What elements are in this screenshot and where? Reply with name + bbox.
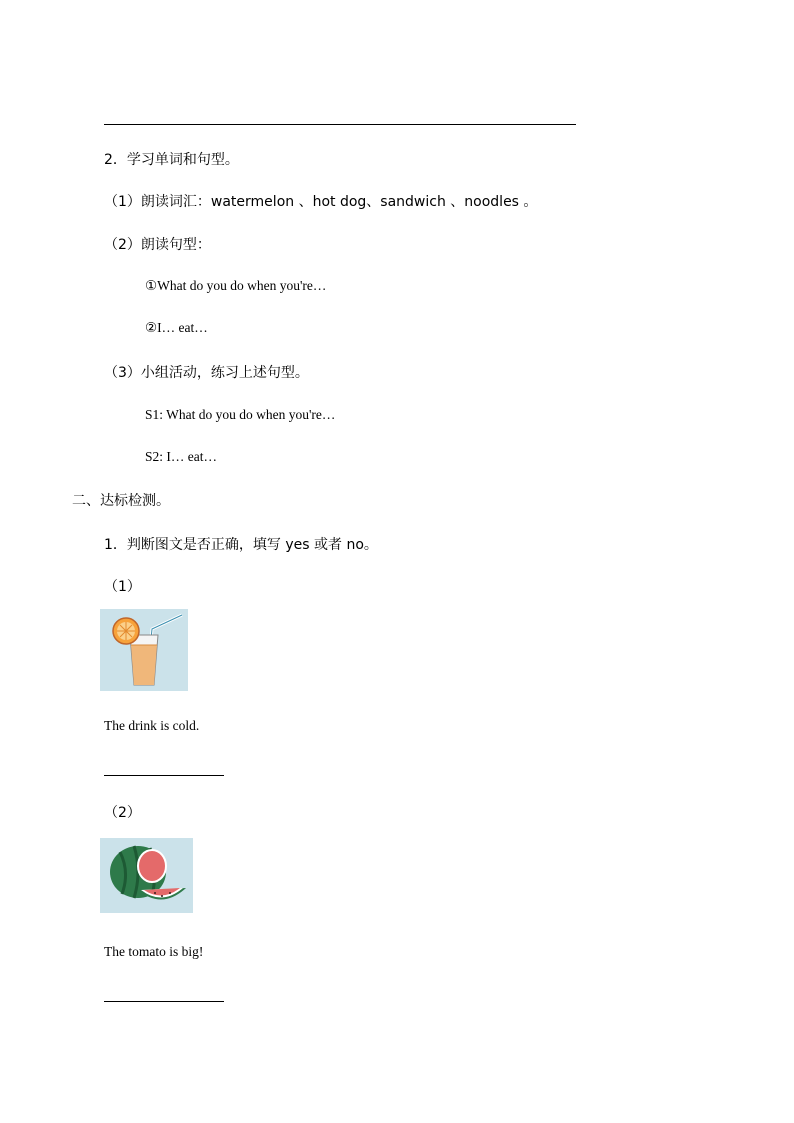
pattern-1: ①What do you do when you're…: [145, 278, 327, 293]
item-2-answer-line[interactable]: [104, 1001, 224, 1002]
item-1-sentence: The drink is cold.: [104, 718, 200, 733]
top-answer-line: [104, 124, 576, 125]
item-1-answer-line[interactable]: [104, 775, 224, 776]
group-activity-item: （3）小组活动，练习上述句型。: [104, 365, 309, 381]
vocab-item: （1）朗读词汇：watermelon 、hot dog、sandwich 、noodles 。: [104, 194, 538, 210]
dialog-s1: S1: What do you do when you're…: [145, 407, 336, 422]
orange-juice-drink-icon: [100, 609, 188, 691]
watermelon-icon: [100, 838, 193, 913]
item-2-sentence: The tomato is big!: [104, 944, 204, 959]
pattern-2: ②I… eat…: [145, 320, 208, 335]
question-1-title: 1．判断图文是否正确，填写 yes 或者 no。: [104, 537, 378, 553]
section-test-title: 二、达标检测。: [72, 493, 170, 509]
item-1-number: （1）: [104, 579, 141, 595]
dialog-s2: S2: I… eat…: [145, 449, 217, 464]
item-2-number: （2）: [104, 805, 141, 821]
step2-title: 2．学习单词和句型。: [104, 152, 239, 168]
pattern-item: （2）朗读句型：: [104, 237, 211, 253]
